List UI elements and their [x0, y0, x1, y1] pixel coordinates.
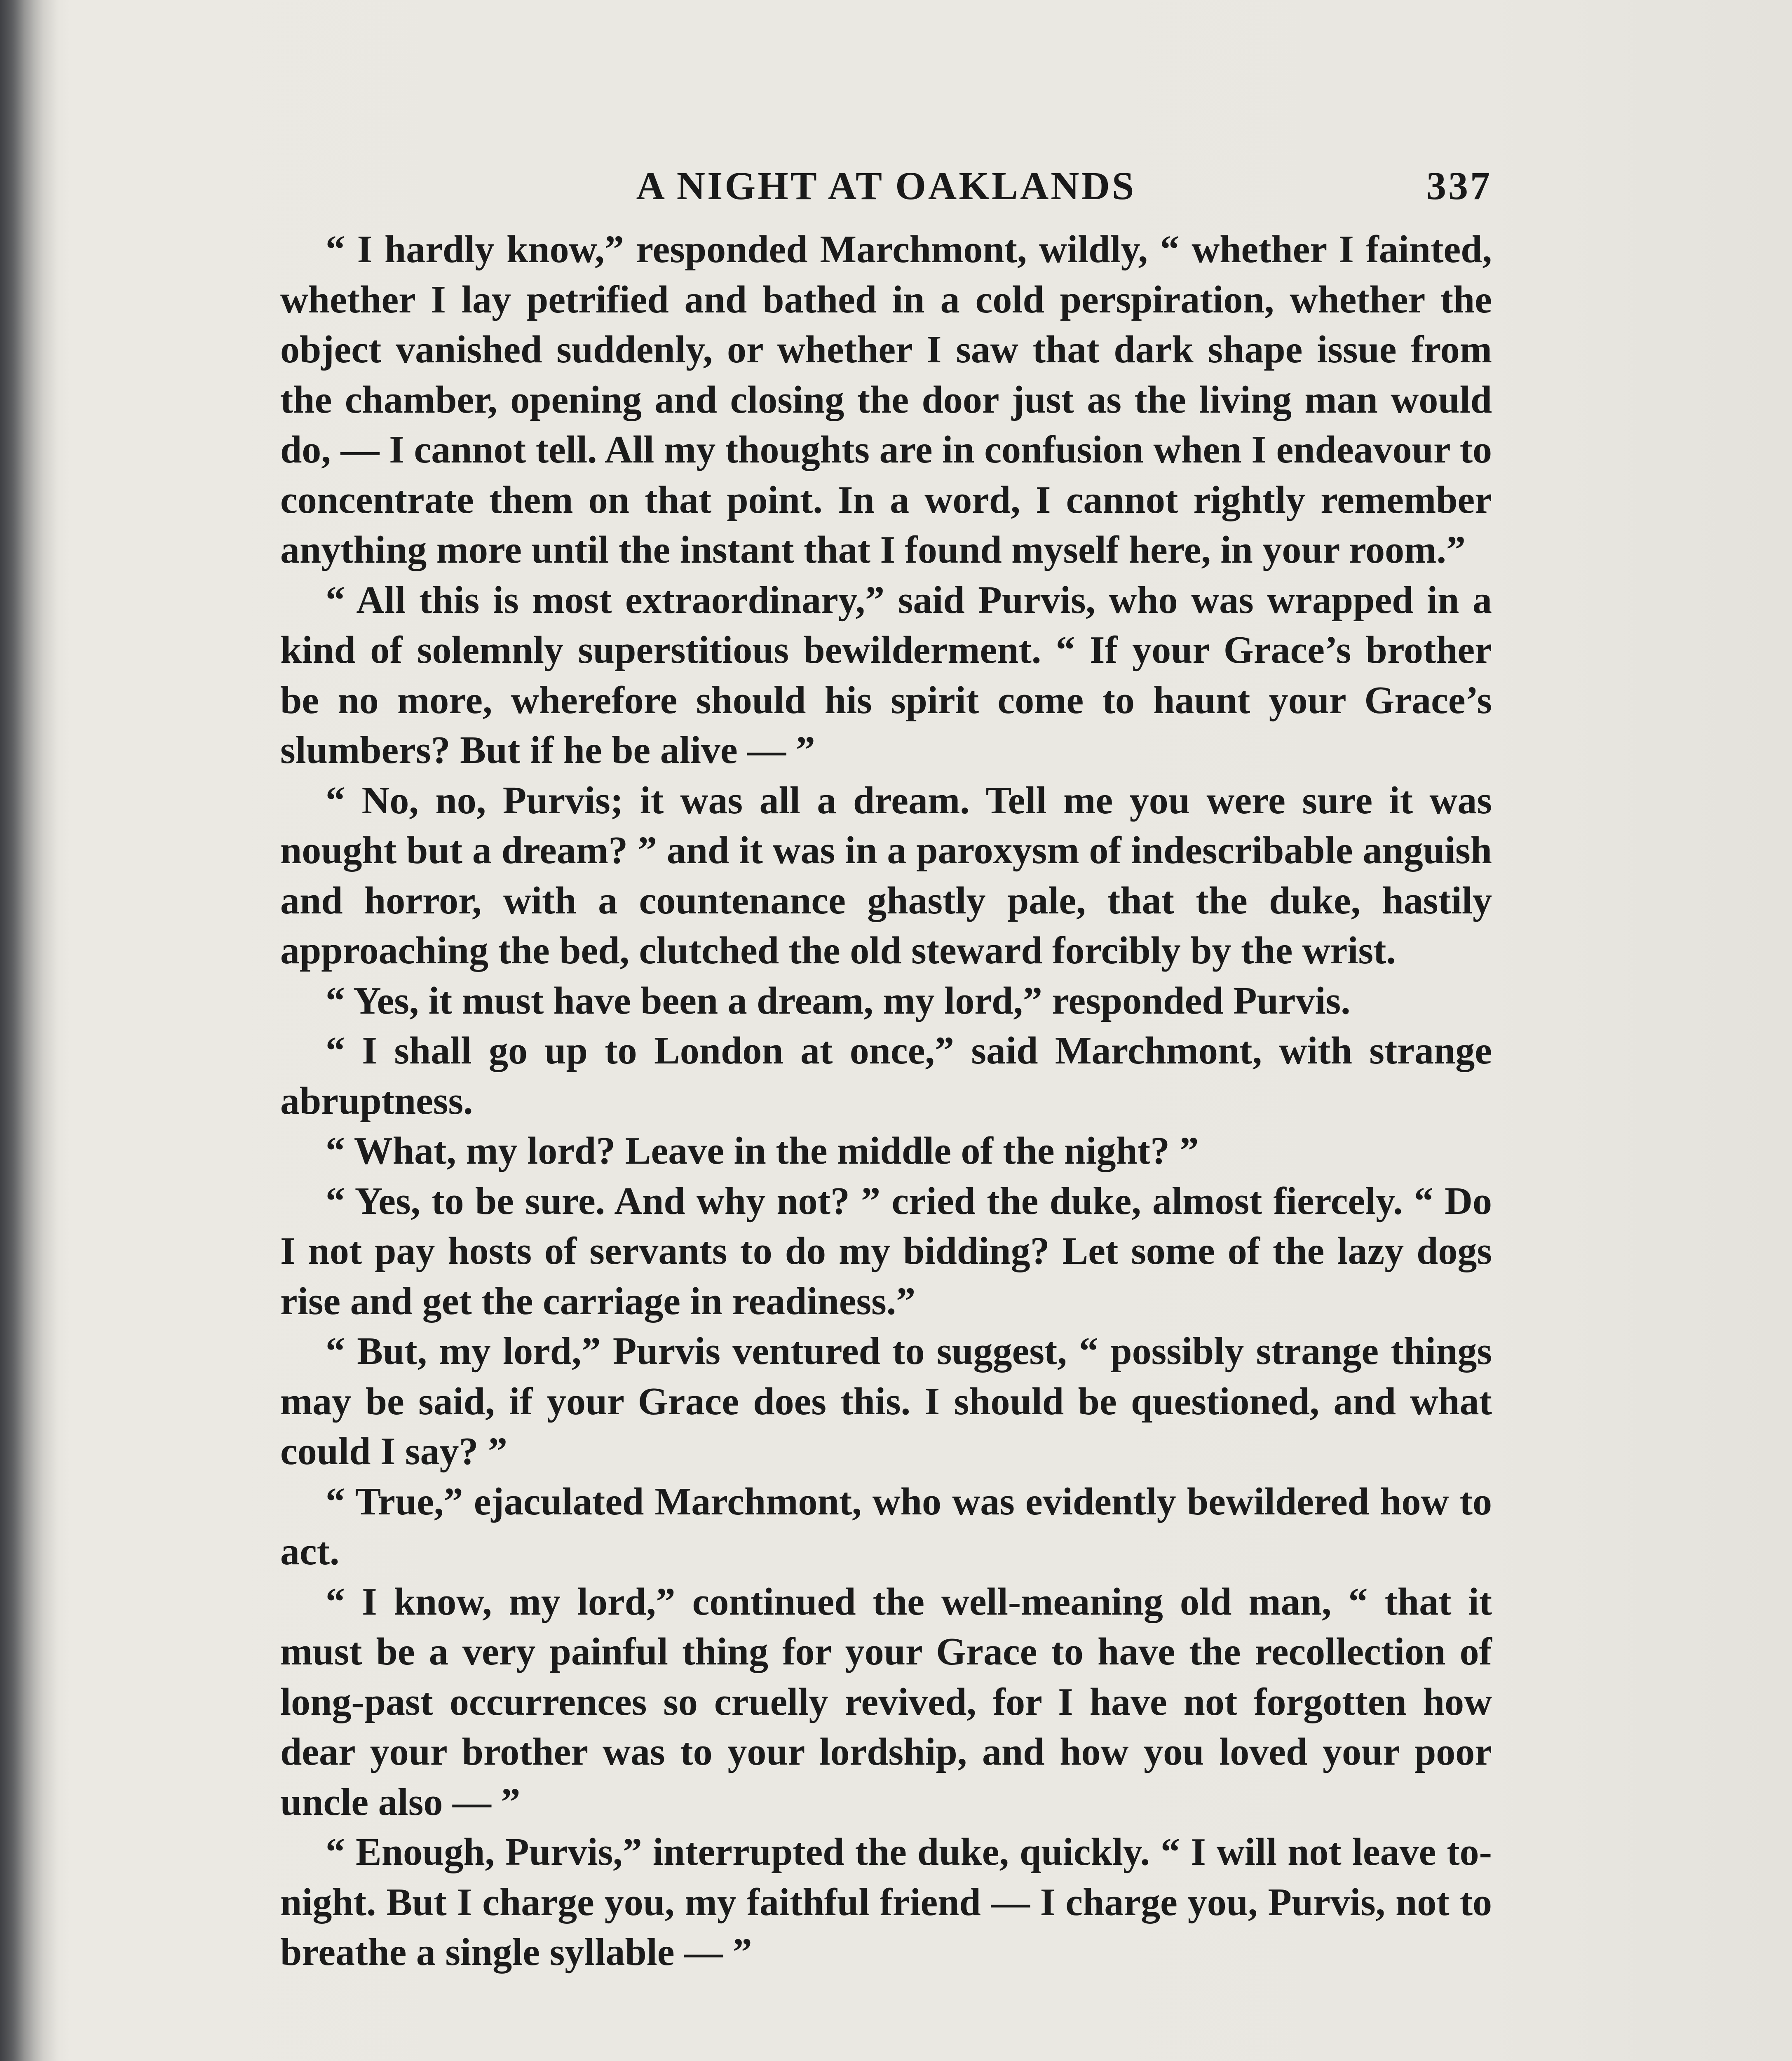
binding-gutter-shadow	[0, 0, 58, 2061]
paragraph: “ Yes, to be sure. And why not? ” cried the duke, almost fiercely. “ Do I not pay hosts of servants to do my bidding? Let some of the lazy dogs rise and get the carriage in readiness.”	[280, 1179, 1492, 1323]
paragraph: “ No, no, Purvis; it was all a dream. Tell me you were sure it was nought but a dream? ” and it was in a paroxysm of indescribable anguish and horror, with a countenance ghastly pale, that the duke, hastily approaching the bed, clutched the old steward forcibly by the wrist.	[280, 779, 1492, 972]
running-head	[280, 163, 1492, 225]
body-text	[280, 225, 1492, 1978]
paragraph: “ I shall go up to London at once,” said Marchmont, with strange abruptness.	[280, 1029, 1492, 1122]
page-number: 337	[1426, 164, 1492, 208]
paragraph: “ Yes, it must have been a dream, my lord,” responded Purvis.	[326, 979, 1351, 1022]
paragraph: “ I know, my lord,” continued the well-meaning old man, “ that it must be a very painful thing for your Grace to have the recollection of long-past occurrences so cruelly revived, for I have not forgotten how dear your brother was to your lordship, and how you loved your poor uncle also — ”	[280, 1580, 1492, 1824]
paragraph: “ All this is most extraordinary,” said Purvis, who was wrapped in a kind of solemnly superstitious bewilderment. “ If your Grace’s brother be no more, wherefore should his spirit come to haunt your Grace’s slumbers? But if he be alive — ”	[280, 578, 1492, 772]
running-head-title: A NIGHT AT OAKLANDS	[636, 164, 1136, 208]
page-content	[280, 163, 1492, 1978]
paragraph: “ What, my lord? Leave in the middle of the night? ”	[326, 1129, 1199, 1172]
paragraph: “ True,” ejaculated Marchmont, who was evidently bewildered how to act.	[280, 1480, 1492, 1573]
paragraph: “ I hardly know,” responded Marchmont, wildly, “ whether I fainted, whether I lay petrified and bathed in a cold perspiration, whether the object vanished suddenly, or whether I saw that dark shape issue from the chamber, opening and closing the door just as the living man would do, — I cannot tell. All my thoughts are in confusion when I endeavour to concentrate them on that point. In a word, I cannot rightly remember anything more until the instant that I found myself here, in your room.”	[280, 228, 1492, 571]
paragraph: “ Enough, Purvis,” interrupted the duke, quickly. “ I will not leave to-night. But I charge you, my faithful friend — I charge you, Purvis, not to breathe a single syllable — ”	[280, 1831, 1492, 1974]
paragraph: “ But, my lord,” Purvis ventured to suggest, “ possibly strange things may be said, if your Grace does this. I should be questioned, and what could I say? ”	[280, 1330, 1492, 1473]
